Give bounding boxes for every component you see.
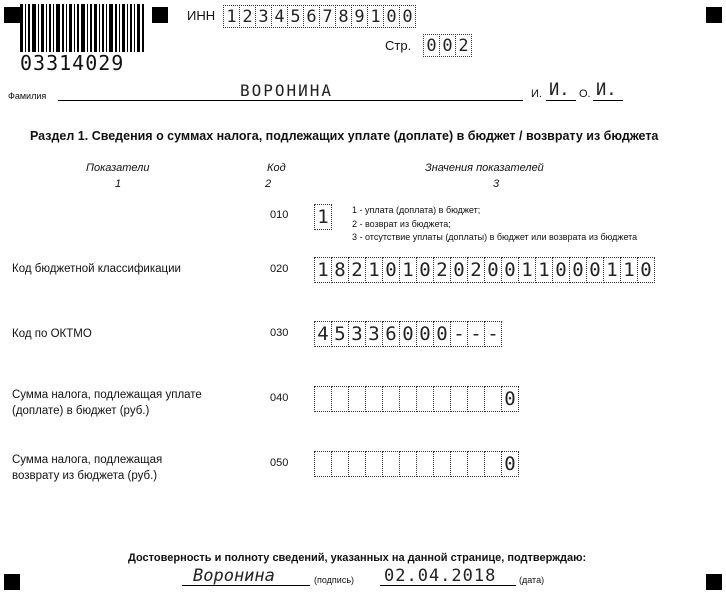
payment-type-notes bbox=[352, 204, 637, 245]
amount-refund-digit-cell bbox=[331, 451, 349, 477]
initial-first-label: И. bbox=[531, 88, 542, 100]
payment-type-field bbox=[314, 204, 331, 230]
oktmo-digit-cell: 5 bbox=[331, 321, 349, 347]
kbk-digit-cell: 1 bbox=[620, 257, 638, 283]
kbk-digit-cell: 2 bbox=[348, 257, 366, 283]
page-digit-cell: 0 bbox=[423, 34, 440, 57]
column-header-indicators-number: 1 bbox=[115, 178, 122, 190]
amount-payable-digit-cell bbox=[314, 386, 332, 412]
surname-underline bbox=[58, 100, 523, 101]
initial-patronymic-label: О. bbox=[579, 88, 591, 100]
kbk-digit-cell: 1 bbox=[314, 257, 332, 283]
oktmo-digit-cell: 0 bbox=[416, 321, 434, 347]
corner-marker-bottom-right bbox=[706, 574, 722, 590]
amount-payable-digit-cell bbox=[416, 386, 434, 412]
payment-type-note-1: 1 - уплата (доплата) в бюджет; bbox=[352, 205, 481, 215]
page-digit-cell: 0 bbox=[439, 34, 456, 57]
date-value: 02.04.2018 bbox=[384, 566, 497, 586]
inn-field bbox=[223, 5, 415, 28]
amount-refund-digit-cell bbox=[365, 451, 383, 477]
confirmation-text: Достоверность и полноту сведений, указанных на данной странице, подтверждаю: bbox=[128, 552, 587, 564]
surname-value: ВОРОНИНА bbox=[240, 81, 334, 100]
inn-digit-cell: 0 bbox=[399, 5, 416, 28]
amount-refund-digit-cell bbox=[348, 451, 366, 477]
amount-payable-digit-cell bbox=[399, 386, 417, 412]
row-050-label-line-2: возврату из бюджета (руб.) bbox=[12, 470, 158, 482]
oktmo-digit-cell: - bbox=[484, 321, 502, 347]
row-030-label: Код по ОКТМО bbox=[12, 328, 92, 340]
kbk-digit-cell: 0 bbox=[569, 257, 587, 283]
inn-digit-cell: 9 bbox=[351, 5, 368, 28]
payment-type-note-3: 3 - отсутствие уплаты (доплаты) в бюджет или возврата из бюджета bbox=[352, 232, 638, 242]
oktmo-digit-cell: - bbox=[467, 321, 485, 347]
inn-digit-cell: 3 bbox=[255, 5, 272, 28]
inn-digit-cell: 4 bbox=[271, 5, 288, 28]
oktmo-digit-cell: - bbox=[450, 321, 468, 347]
page-number-field bbox=[423, 34, 471, 57]
initial-patronymic-value: И. bbox=[596, 80, 617, 100]
kbk-digit-cell: 0 bbox=[484, 257, 502, 283]
barcode-number: 03314029 bbox=[20, 51, 125, 75]
kbk-digit-cell: 0 bbox=[501, 257, 519, 283]
signature-value: Воронина bbox=[193, 566, 275, 586]
amount-payable-digit-cell bbox=[433, 386, 451, 412]
column-header-code: Код bbox=[267, 162, 286, 174]
column-header-values: Значения показателей bbox=[425, 162, 544, 174]
inn-digit-cell: 7 bbox=[319, 5, 336, 28]
kbk-digit-cell: 1 bbox=[518, 257, 536, 283]
initial-first-underline bbox=[546, 100, 576, 101]
amount-refund-digit-cell bbox=[484, 451, 502, 477]
inn-digit-cell: 6 bbox=[303, 5, 320, 28]
inn-digit-cell: 5 bbox=[287, 5, 304, 28]
row-050-code: 050 bbox=[270, 457, 289, 469]
amount-payable-digit-cell bbox=[484, 386, 502, 412]
amount-refund-digit-cell bbox=[314, 451, 332, 477]
corner-marker-top-right-of-barcode bbox=[152, 7, 168, 23]
oktmo-code-field bbox=[314, 321, 501, 347]
row-020-label: Код бюджетной классификации bbox=[12, 263, 181, 275]
corner-marker-bottom-left bbox=[4, 574, 20, 590]
tax-payable-amount-field bbox=[314, 386, 518, 412]
kbk-digit-cell: 0 bbox=[552, 257, 570, 283]
amount-payable-digit-cell bbox=[348, 386, 366, 412]
oktmo-digit-cell: 0 bbox=[399, 321, 417, 347]
amount-payable-digit-cell bbox=[365, 386, 383, 412]
row-040-label-line-2: (доплате) в бюджет (руб.) bbox=[12, 405, 150, 417]
payment-type-cell: 1 bbox=[314, 204, 332, 230]
kbk-digit-cell: 1 bbox=[603, 257, 621, 283]
amount-payable-digit-cell: 0 bbox=[501, 386, 519, 412]
inn-digit-cell: 0 bbox=[383, 5, 400, 28]
amount-refund-digit-cell bbox=[382, 451, 400, 477]
amount-refund-digit-cell bbox=[416, 451, 434, 477]
kbk-digit-cell: 2 bbox=[467, 257, 485, 283]
row-010-code: 010 bbox=[270, 209, 289, 221]
row-040-code: 040 bbox=[270, 392, 289, 404]
row-040-label-line-1: Сумма налога, подлежащая уплате bbox=[12, 389, 202, 401]
oktmo-digit-cell: 4 bbox=[314, 321, 332, 347]
row-030-code: 030 bbox=[270, 327, 289, 339]
amount-refund-digit-cell bbox=[450, 451, 468, 477]
kbk-digit-cell: 1 bbox=[535, 257, 553, 283]
surname-label: Фамилия bbox=[8, 91, 47, 101]
row-050-label-line-1: Сумма налога, подлежащая bbox=[12, 454, 163, 466]
amount-refund-digit-cell bbox=[467, 451, 485, 477]
oktmo-digit-cell: 3 bbox=[365, 321, 383, 347]
initial-patronymic-underline bbox=[593, 100, 623, 101]
amount-payable-digit-cell bbox=[382, 386, 400, 412]
section-title: Раздел 1. Сведения о суммах налога, подлежащих уплате (доплате) в бюджет / возврату из бюджета bbox=[30, 129, 659, 143]
amount-payable-digit-cell bbox=[467, 386, 485, 412]
page-digit-cell: 2 bbox=[455, 34, 472, 57]
inn-digit-cell: 2 bbox=[239, 5, 256, 28]
tax-refund-amount-field bbox=[314, 451, 518, 477]
kbk-digit-cell: 0 bbox=[450, 257, 468, 283]
kbk-digit-cell: 0 bbox=[382, 257, 400, 283]
kbk-digit-cell: 0 bbox=[586, 257, 604, 283]
oktmo-digit-cell: 0 bbox=[433, 321, 451, 347]
inn-digit-cell: 8 bbox=[335, 5, 352, 28]
kbk-digit-cell: 8 bbox=[331, 257, 349, 283]
kbk-digit-cell: 0 bbox=[637, 257, 655, 283]
oktmo-digit-cell: 6 bbox=[382, 321, 400, 347]
amount-refund-digit-cell: 0 bbox=[501, 451, 519, 477]
row-040-label bbox=[12, 387, 202, 419]
inn-digit-cell: 1 bbox=[223, 5, 240, 28]
kbk-digit-cell: 0 bbox=[416, 257, 434, 283]
column-header-values-number: 3 bbox=[493, 178, 500, 190]
corner-marker-top-right bbox=[706, 7, 722, 23]
barcode-image bbox=[20, 4, 145, 52]
inn-label: ИНН bbox=[187, 8, 216, 23]
kbk-digit-cell: 2 bbox=[433, 257, 451, 283]
column-header-code-number: 2 bbox=[265, 178, 272, 190]
date-label: (дата) bbox=[519, 575, 545, 585]
oktmo-digit-cell: 3 bbox=[348, 321, 366, 347]
initial-first-value: И. bbox=[549, 80, 570, 100]
amount-payable-digit-cell bbox=[450, 386, 468, 412]
amount-payable-digit-cell bbox=[331, 386, 349, 412]
corner-marker-top-left bbox=[4, 7, 20, 23]
kbk-digit-cell: 1 bbox=[365, 257, 383, 283]
page-label: Стр. bbox=[385, 38, 412, 53]
budget-classification-code-field bbox=[314, 257, 654, 283]
row-020-code: 020 bbox=[270, 263, 289, 275]
column-header-indicators: Показатели bbox=[86, 162, 150, 174]
row-050-label bbox=[12, 452, 162, 484]
payment-type-note-2: 2 - возврат из бюджета; bbox=[352, 218, 451, 229]
amount-refund-digit-cell bbox=[399, 451, 417, 477]
kbk-digit-cell: 1 bbox=[399, 257, 417, 283]
inn-digit-cell: 1 bbox=[367, 5, 384, 28]
amount-refund-digit-cell bbox=[433, 451, 451, 477]
signature-label: (подпись) bbox=[314, 575, 355, 585]
